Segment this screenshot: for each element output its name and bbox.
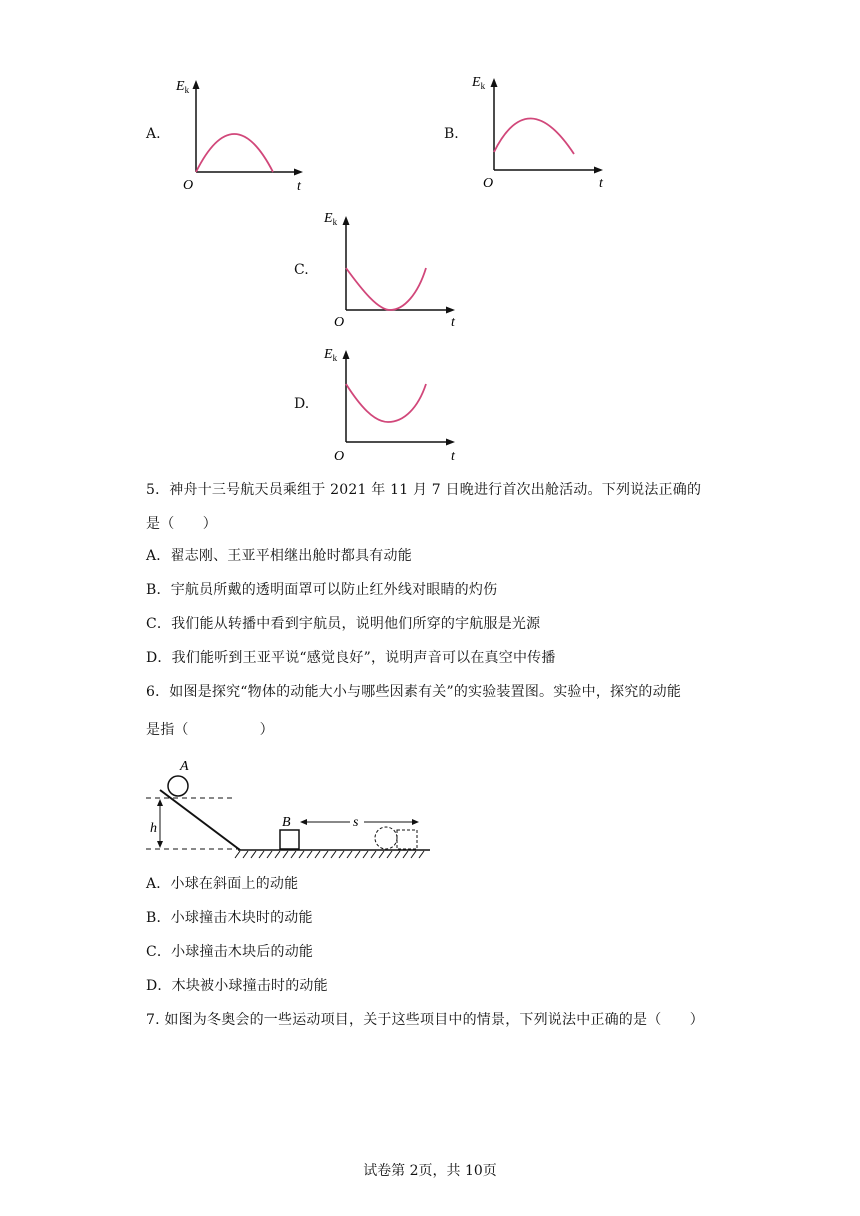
graph-d-x-label: t bbox=[451, 449, 455, 464]
graph-d-x-arrow bbox=[446, 439, 455, 446]
option-d-label: D. bbox=[294, 396, 310, 412]
block-final-dashed bbox=[397, 830, 417, 849]
q5-stem-line2: 是（ ） bbox=[146, 516, 217, 532]
ground-hatching bbox=[235, 851, 424, 858]
graph-a-curve bbox=[196, 134, 273, 172]
label-height-h: h bbox=[150, 821, 157, 836]
graph-c-origin: O bbox=[334, 315, 345, 330]
graph-a-y-label: $E_k$ bbox=[176, 79, 190, 95]
graph-b-x-label: t bbox=[599, 176, 603, 191]
option-a-label: A. bbox=[146, 126, 161, 142]
graph-c-x-arrow bbox=[446, 307, 455, 314]
block-b bbox=[280, 830, 299, 849]
q5-option-b: B．宇航员所戴的透明面罩可以防止红外线对眼睛的灼伤 bbox=[146, 582, 498, 598]
label-ball-a: A bbox=[180, 759, 189, 774]
graph-b-origin: O bbox=[483, 176, 494, 191]
graph-d-origin: O bbox=[334, 449, 345, 464]
q5-stem-line1: 5．神舟十三号航天员乘组于 2021 年 11 月 7 日晚进行首次出舱活动。下列说法正确的 bbox=[146, 482, 702, 498]
q6-stem-line2: 是指（ ） bbox=[146, 722, 274, 738]
q6-stem-line1: 6．如图是探究“物体的动能大小与哪些因素有关”的实验装置图。实验中，探究的动能 bbox=[146, 684, 682, 700]
q6-option-b: B．小球撞击木块时的动能 bbox=[146, 910, 313, 926]
graph-b-y-label: $E_k$ bbox=[472, 75, 486, 91]
graph-a-origin: O bbox=[183, 178, 194, 193]
graph-a-x-arrow bbox=[294, 169, 303, 176]
label-block-b: B bbox=[282, 815, 291, 830]
graph-c bbox=[320, 206, 470, 330]
graph-b-curve bbox=[494, 118, 574, 154]
graph-b-y-arrow bbox=[491, 78, 498, 87]
graph-c-curve bbox=[346, 268, 426, 310]
q6-experiment-figure bbox=[140, 754, 440, 862]
distance-arrow-head-right bbox=[412, 819, 419, 825]
graph-d-y-label: $E_k$ bbox=[324, 347, 338, 363]
ramp bbox=[160, 790, 240, 850]
graph-d-curve bbox=[346, 384, 426, 422]
q6-option-a: A．小球在斜面上的动能 bbox=[146, 876, 299, 892]
q6-option-c: C．小球撞击木块后的动能 bbox=[146, 944, 314, 960]
q6-option-d: D．木块被小球撞击时的动能 bbox=[146, 978, 328, 994]
graph-d bbox=[320, 342, 470, 466]
graph-a-y-arrow bbox=[193, 80, 200, 89]
graph-b-x-arrow bbox=[594, 167, 603, 174]
graph-a bbox=[170, 72, 320, 194]
graph-c-x-label: t bbox=[451, 315, 455, 330]
q5-option-c: C．我们能从转播中看到宇航员，说明他们所穿的宇航服是光源 bbox=[146, 616, 541, 632]
page-footer: 试卷第 2页，共 10页 bbox=[363, 1163, 497, 1179]
graph-c-y-arrow bbox=[343, 216, 350, 225]
height-arrow-head-top bbox=[157, 799, 163, 806]
option-b-label: B. bbox=[444, 126, 459, 142]
q5-option-a: A．翟志刚、王亚平相继出舱时都具有动能 bbox=[146, 548, 412, 564]
ball-a bbox=[168, 776, 188, 796]
graph-c-y-label: $E_k$ bbox=[324, 211, 338, 227]
height-arrow-head-bottom bbox=[157, 841, 163, 848]
ball-final-dashed bbox=[375, 827, 397, 849]
q7-stem: 7. 如图为冬奥会的一些运动项目，关于这些项目中的情景，下列说法中正确的是（ ） bbox=[146, 1012, 705, 1028]
q5-option-d: D．我们能听到王亚平说“感觉良好”，说明声音可以在真空中传播 bbox=[146, 650, 556, 666]
option-c-label: C. bbox=[294, 262, 309, 278]
graph-a-x-label: t bbox=[297, 179, 301, 194]
label-distance-s: s bbox=[353, 815, 359, 830]
distance-arrow-head-left bbox=[300, 819, 307, 825]
graph-d-y-arrow bbox=[343, 350, 350, 359]
graph-b bbox=[468, 70, 618, 194]
